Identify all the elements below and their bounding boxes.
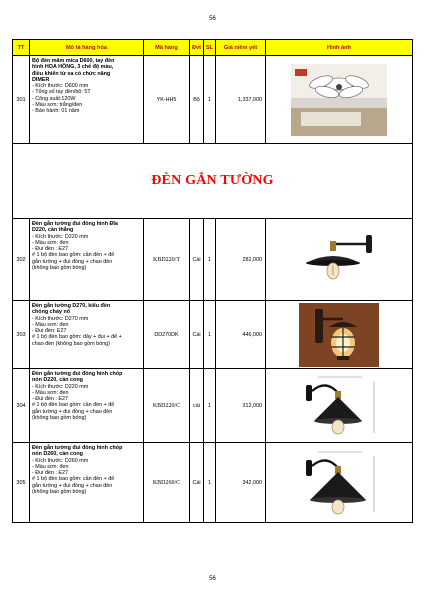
row-detail-line: - Tổng số tay đèn/bộ: 5T xyxy=(32,89,91,96)
header-unit: Đvt xyxy=(190,40,204,56)
table-header-row xyxy=(13,40,413,56)
row-unit: Cái xyxy=(190,219,204,301)
row-price: 282,000 xyxy=(216,219,266,301)
row-description xyxy=(30,56,144,144)
row-image xyxy=(266,301,413,369)
row-code: YK-HH5 xyxy=(144,56,190,144)
row-detail-line: - Kích thước: D270 mm xyxy=(32,315,89,322)
row-code: DD270DK xyxy=(144,301,190,369)
row-detail-line: gắn tường + đui đồng + chao đèn xyxy=(32,258,113,265)
row-unit: cái xyxy=(190,369,204,443)
row-detail-line: gắn tường + đui đồng + chao đèn xyxy=(32,482,113,489)
row-code: KBD220/T xyxy=(144,219,190,301)
row-detail-line: (không bao gồm bóng) xyxy=(32,489,87,496)
row-name-line: D220, cần thẳng xyxy=(32,227,74,234)
row-detail-line: # 1 bộ đèn bao gồm: cần đèn + đế xyxy=(32,402,115,409)
row-unit: Cái xyxy=(190,301,204,369)
row-name-line: Đèn gắn tường đui đồng hình Đĩa xyxy=(32,221,118,227)
page-number-top: 56 xyxy=(209,16,216,22)
header-code: Mã hàng xyxy=(144,40,190,56)
row-image xyxy=(266,369,413,443)
row-tt: 303 xyxy=(13,301,30,369)
row-detail-line: - Màu sơn: đen xyxy=(32,463,69,470)
row-detail-line: - Màu sơn: đen xyxy=(32,321,69,328)
row-detail-line: - Kích thước: D220 mm xyxy=(32,383,89,390)
header-qty: SL xyxy=(204,40,216,56)
product-table xyxy=(12,39,413,523)
row-name-line: Đèn gắn tường đui đồng hình chóp xyxy=(32,445,123,451)
page-number-bottom: 56 xyxy=(209,576,216,582)
header-description: Mô tả hàng hóa xyxy=(30,40,144,56)
row-description xyxy=(30,443,144,523)
table-row xyxy=(13,56,413,144)
row-detail-line: - Công suất:120W xyxy=(32,95,76,102)
row-name-line: Đèn gắn tường đui đồng hình chóp xyxy=(32,371,123,377)
cone-wall-lamp-icon xyxy=(296,446,382,520)
row-price: 312,000 xyxy=(216,369,266,443)
row-detail-line: - Kích thước: D220 mm xyxy=(32,233,89,240)
row-name-line: nón D220, cần cong xyxy=(32,377,83,384)
row-qty: 1 xyxy=(204,301,216,369)
row-code: KBD220/C xyxy=(144,369,190,443)
row-code: KBD260/C xyxy=(144,443,190,523)
row-tt: 305 xyxy=(13,443,30,523)
row-detail-line: gắn tường + đui đồng + chao đèn xyxy=(32,408,113,415)
disc-wall-lamp-icon xyxy=(294,227,384,293)
row-name-line: Đèn gắn tường D270, kiểu đèn xyxy=(32,303,111,309)
cage-wall-lamp-icon xyxy=(299,303,379,367)
section-row xyxy=(13,144,413,219)
row-detail-line: (không bao gồm bóng) xyxy=(32,265,87,272)
header-price: Giá niêm yết xyxy=(216,40,266,56)
row-image xyxy=(266,443,413,523)
row-detail-line: - Màu sơn: đen xyxy=(32,239,69,246)
row-detail-line: # 1 bộ đèn bao gồm: cần đèn + đế xyxy=(32,476,115,483)
row-unit: Cái xyxy=(190,443,204,523)
row-detail-line: (không bao gồm bóng) xyxy=(32,415,87,422)
row-name-line: điều khiển từ xa có chức năng xyxy=(32,70,111,77)
row-detail-line: - Màu sơn: đen xyxy=(32,389,69,396)
row-price: 446,000 xyxy=(216,301,266,369)
cone-wall-lamp-icon xyxy=(296,371,382,441)
table-row xyxy=(13,369,413,443)
row-tt: 304 xyxy=(13,369,30,443)
flower-ceiling-lamp-icon xyxy=(291,64,387,136)
row-qty: 1 xyxy=(204,369,216,443)
row-price: 1,337,000 xyxy=(216,56,266,144)
row-detail-line: - Đui đèn : E27 xyxy=(32,470,68,477)
row-name-line: nón D260, cần cong xyxy=(32,451,83,458)
row-detail-line: - Màu sơn: trắng/đen xyxy=(32,102,83,109)
row-description xyxy=(30,369,144,443)
row-unit: Bộ xyxy=(190,56,204,144)
section-title: ĐÈN GẮN TƯỜNG xyxy=(13,144,413,219)
row-detail-line: - Bảo hành: 01 năm xyxy=(32,108,80,115)
table-row xyxy=(13,443,413,523)
row-description xyxy=(30,219,144,301)
header-image: Hình ảnh xyxy=(266,40,413,56)
header-tt: TT xyxy=(13,40,30,56)
row-name-line: chống cháy nổ xyxy=(32,309,71,316)
row-detail-line: - Đui đèn : E27 xyxy=(32,246,68,253)
row-name-line: hình HOA HỒNG, 3 chế độ màu, xyxy=(32,64,114,71)
row-qty: 1 xyxy=(204,56,216,144)
row-image xyxy=(266,219,413,301)
row-detail-line: - Kích thước: D600 mm xyxy=(32,83,89,90)
row-detail-line: # 1 bộ đèn bao gồm: cần đèn + đế xyxy=(32,252,115,259)
row-name-line: Bộ đèn mâm mica D600, tay đèn xyxy=(32,58,115,64)
row-description xyxy=(30,301,144,369)
table-row xyxy=(13,301,413,369)
row-price: 342,000 xyxy=(216,443,266,523)
row-image xyxy=(266,56,413,144)
row-name-line: DIMER xyxy=(32,76,50,83)
row-qty: 1 xyxy=(204,219,216,301)
row-detail-line: - Kích thước: D260 mm xyxy=(32,457,89,464)
row-tt: 301 xyxy=(13,56,30,144)
row-detail-line: - Đui đèn: E27 xyxy=(32,328,67,335)
table-row xyxy=(13,219,413,301)
row-qty: 1 xyxy=(204,443,216,523)
row-detail-line: # 1 bộ đèn bao gồm: dây + đui + đế + xyxy=(32,334,122,341)
row-tt: 302 xyxy=(13,219,30,301)
row-detail-line: chao đèn (không bao gồm bóng) xyxy=(32,340,110,347)
row-detail-line: - Đui đèn : E27 xyxy=(32,396,68,403)
